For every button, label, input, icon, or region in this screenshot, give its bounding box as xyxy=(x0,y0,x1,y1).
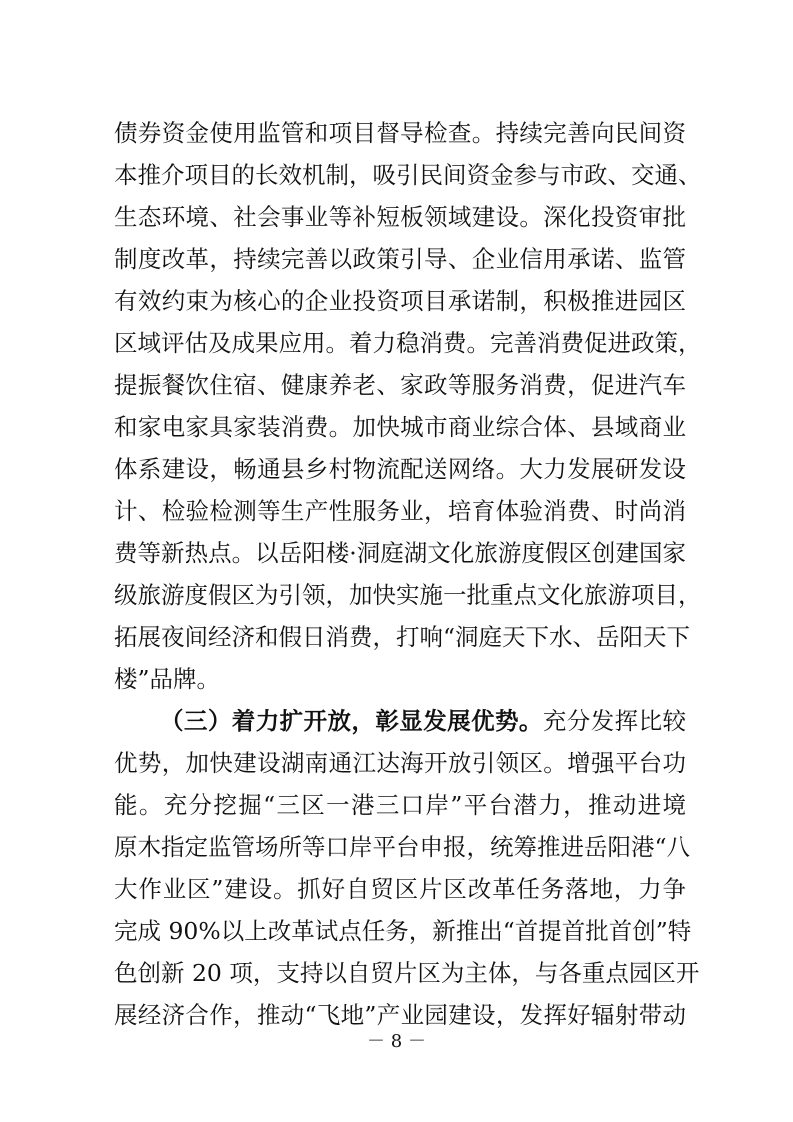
body-text-line: 制度改革，持续完善以政策引导、企业信用承诺、监管 xyxy=(114,245,686,273)
body-text-line: 有效约束为核心的企业投资项目承诺制，积极推进园区 xyxy=(114,287,686,315)
body-text-line: 债券资金使用监管和项目督导检查。持续完善向民间资 xyxy=(114,119,686,147)
body-text-line: 级旅游度假区为引领，加快实施一批重点文化旅游项目， xyxy=(114,581,702,609)
body-text-line: 大作业区”建设。抓好自贸区片区改革任务落地，力争 xyxy=(114,875,686,903)
body-text-line: 和家电家具家装消费。加快城市商业综合体、县域商业 xyxy=(114,413,686,441)
body-text-line: 能。充分挖掘“三区一港三口岸”平台潜力，推动进境 xyxy=(114,791,686,819)
body-text-line: 展经济合作，推动“飞地”产业园建设，发挥好辐射带动 xyxy=(114,1001,686,1029)
section-heading-line xyxy=(160,706,686,736)
body-text-line: 费等新热点。以岳阳楼·洞庭湖文化旅游度假区创建国家 xyxy=(114,539,686,567)
page-number: － 8 － xyxy=(367,1031,426,1052)
body-text-line: 提振餐饮住宿、健康养老、家政等服务消费，促进汽车 xyxy=(114,371,686,399)
body-text-line: 体系建设，畅通县乡村物流配送网络。大力发展研发设 xyxy=(114,455,686,483)
body-text-line: 计、检验检测等生产性服务业，培育体验消费、时尚消 xyxy=(114,497,686,525)
section-first-line-text: 充分发挥比较 xyxy=(542,707,687,735)
body-text-line: 本推介项目的长效机制，吸引民间资金参与市政、交通、 xyxy=(114,161,702,189)
section-heading: （三）着力扩开放，彰显发展优势。 xyxy=(160,707,543,735)
body-text-line: 完成 90%以上改革试点任务，新推出“首提首批首创”特 xyxy=(114,917,692,945)
body-text-line: 区域评估及成果应用。着力稳消费。完善消费促进政策， xyxy=(114,329,702,357)
body-text-line: 楼”品牌。 xyxy=(114,665,221,693)
body-text-line: 生态环境、社会事业等补短板领域建设。深化投资审批 xyxy=(114,203,686,231)
body-text-line: 原木指定监管场所等口岸平台申报，统筹推进岳阳港“八 xyxy=(114,833,691,861)
body-text-line: 拓展夜间经济和假日消费，打响“洞庭天下水、岳阳天下 xyxy=(114,623,691,651)
body-text-line: 色创新 20 项，支持以自贸片区为主体，与各重点园区开 xyxy=(114,959,700,987)
body-text-line: 优势，加快建设湖南通江达海开放引领区。增强平台功 xyxy=(114,749,686,777)
